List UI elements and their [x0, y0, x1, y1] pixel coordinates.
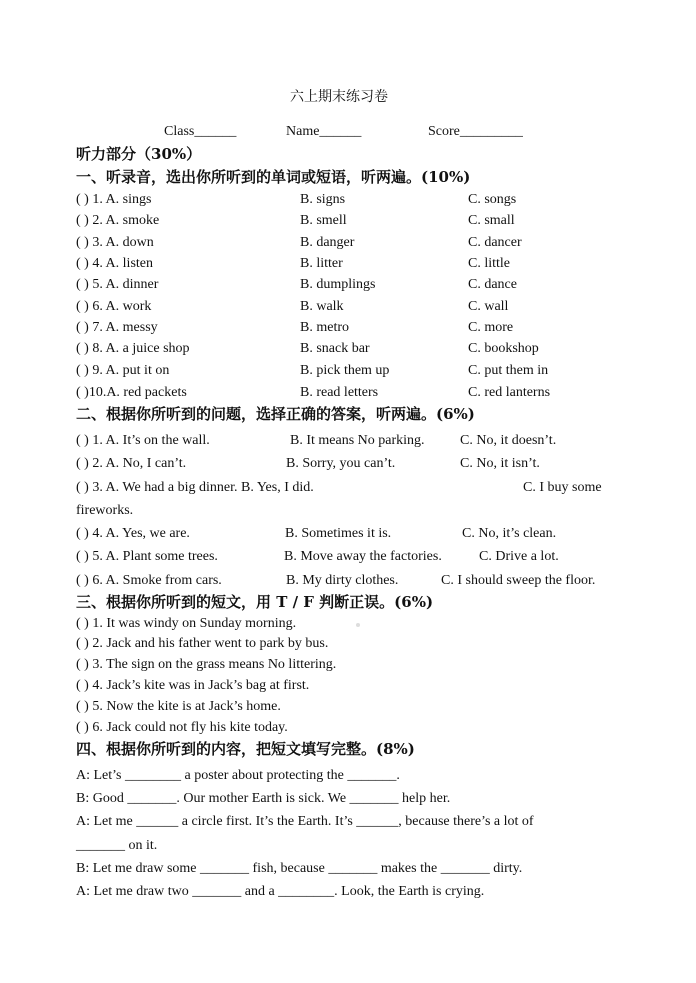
s1-q9-b: B. pick them up: [300, 363, 390, 378]
s1-q10-a: ( )10.A. red packets: [76, 385, 187, 400]
s3-item-1: ( ) 1. It was windy on Sunday morning.: [76, 616, 297, 631]
s1-q9-a: ( ) 9. A. put it on: [76, 363, 170, 378]
s4-line-3: A: Let me ______ a circle first. It’s the Earth. It’s ______, because there’s a lot of: [76, 814, 534, 829]
s1-q4-b: B. litter: [300, 256, 343, 271]
section-2-heading: 二、根据你所听到的问题，选择正确的答案，听两遍。(6%): [76, 405, 475, 423]
s2-q4-a: ( ) 4. A. Yes, we are.: [76, 526, 190, 541]
s2-q5-b: B. Move away the factories.: [284, 549, 442, 564]
s1-q1-b: B. signs: [300, 192, 346, 207]
s2-q2-c: C. No, it isn’t.: [460, 456, 540, 471]
s1-q3-a: ( ) 3. A. down: [76, 235, 154, 250]
s1-q4-c: C. little: [468, 256, 510, 271]
s3-item-6: ( ) 6. Jack could not fly his kite today.: [76, 720, 288, 735]
s2-q2-a: ( ) 2. A. No, I can’t.: [76, 456, 187, 471]
s1-q7-b: B. metro: [300, 320, 349, 335]
section-4-heading: 四、根据你所听到的内容，把短文填写完整。(8%): [76, 740, 415, 758]
s1-q5-b: B. dumplings: [300, 277, 376, 292]
section-3-heading: 三、根据你所听到的短文，用 T / F 判断正误。(6%): [76, 593, 434, 611]
s2-q3-cont: fireworks.: [76, 503, 134, 518]
s1-q3-b: B. danger: [300, 235, 355, 250]
s2-q4-b: B. Sometimes it is.: [285, 526, 392, 541]
score-field: Score_________: [428, 124, 523, 139]
s1-q5-a: ( ) 5. A. dinner: [76, 277, 159, 292]
s1-q1-a: ( ) 1. A. sings: [76, 192, 152, 207]
s2-q3-c: C. I buy some: [523, 480, 602, 495]
s4-line-6: A: Let me draw two _______ and a ________. Look, the Earth is crying.: [76, 884, 485, 899]
s1-q1-c: C. songs: [468, 192, 517, 207]
page-title: 六上期末练习卷: [290, 90, 388, 105]
s1-q5-c: C. dance: [468, 277, 517, 292]
s1-q8-a: ( ) 8. A. a juice shop: [76, 341, 190, 356]
class-field: Class______: [164, 124, 237, 139]
s1-q10-c: C. red lanterns: [468, 385, 551, 400]
s1-q7-c: C. more: [468, 320, 514, 335]
s1-q2-c: C. small: [468, 213, 515, 228]
s2-q1-a: ( ) 1. A. It’s on the wall.: [76, 433, 210, 448]
s3-item-2: ( ) 2. Jack and his father went to park by bus.: [76, 636, 329, 651]
s2-q5-a: ( ) 5. A. Plant some trees.: [76, 549, 218, 564]
s1-q9-c: C. put them in: [468, 363, 549, 378]
s2-q5-c: C. Drive a lot.: [479, 549, 559, 564]
s4-line-2: B: Good _______. Our mother Earth is sick. We _______ help her.: [76, 791, 451, 806]
s1-q6-a: ( ) 6. A. work: [76, 299, 152, 314]
s3-item-4: ( ) 4. Jack’s kite was in Jack’s bag at first.: [76, 678, 310, 693]
listening-heading: 听力部分（30%）: [76, 145, 202, 163]
s3-item-5: ( ) 5. Now the kite is at Jack’s home.: [76, 699, 281, 714]
s2-q6-c: C. I should sweep the floor.: [441, 573, 596, 588]
s2-q6-a: ( ) 6. A. Smoke from cars.: [76, 573, 222, 588]
s2-q4-c: C. No, it’s clean.: [462, 526, 557, 541]
s1-q2-b: B. smell: [300, 213, 347, 228]
s1-q2-a: ( ) 2. A. smoke: [76, 213, 160, 228]
s2-q6-b: B. My dirty clothes.: [286, 573, 399, 588]
s2-q3-ab: ( ) 3. A. We had a big dinner. B. Yes, I did.: [76, 480, 314, 495]
s1-q10-b: B. read letters: [300, 385, 379, 400]
s4-line-5: B: Let me draw some _______ fish, because _______ makes the _______ dirty.: [76, 861, 523, 876]
s3-item-3: ( ) 3. The sign on the grass means No littering.: [76, 657, 337, 672]
s4-line-4: _______ on it.: [76, 838, 158, 853]
s1-q6-b: B. walk: [300, 299, 344, 314]
s1-q8-b: B. snack bar: [300, 341, 370, 356]
s2-q2-b: B. Sorry, you can’t.: [286, 456, 396, 471]
s2-q1-b: B. It means No parking.: [290, 433, 425, 448]
s2-q1-c: C. No, it doesn’t.: [460, 433, 557, 448]
s1-q6-c: C. wall: [468, 299, 509, 314]
s1-q7-a: ( ) 7. A. messy: [76, 320, 158, 335]
s1-q3-c: C. dancer: [468, 235, 522, 250]
name-field: Name______: [286, 124, 362, 139]
speck-mark: [356, 623, 360, 627]
section-1-heading: 一、听录音，选出你所听到的单词或短语，听两遍。(10%): [76, 168, 471, 186]
s1-q8-c: C. bookshop: [468, 341, 539, 356]
s4-line-1: A: Let’s ________ a poster about protecting the _______.: [76, 768, 400, 783]
s1-q4-a: ( ) 4. A. listen: [76, 256, 153, 271]
